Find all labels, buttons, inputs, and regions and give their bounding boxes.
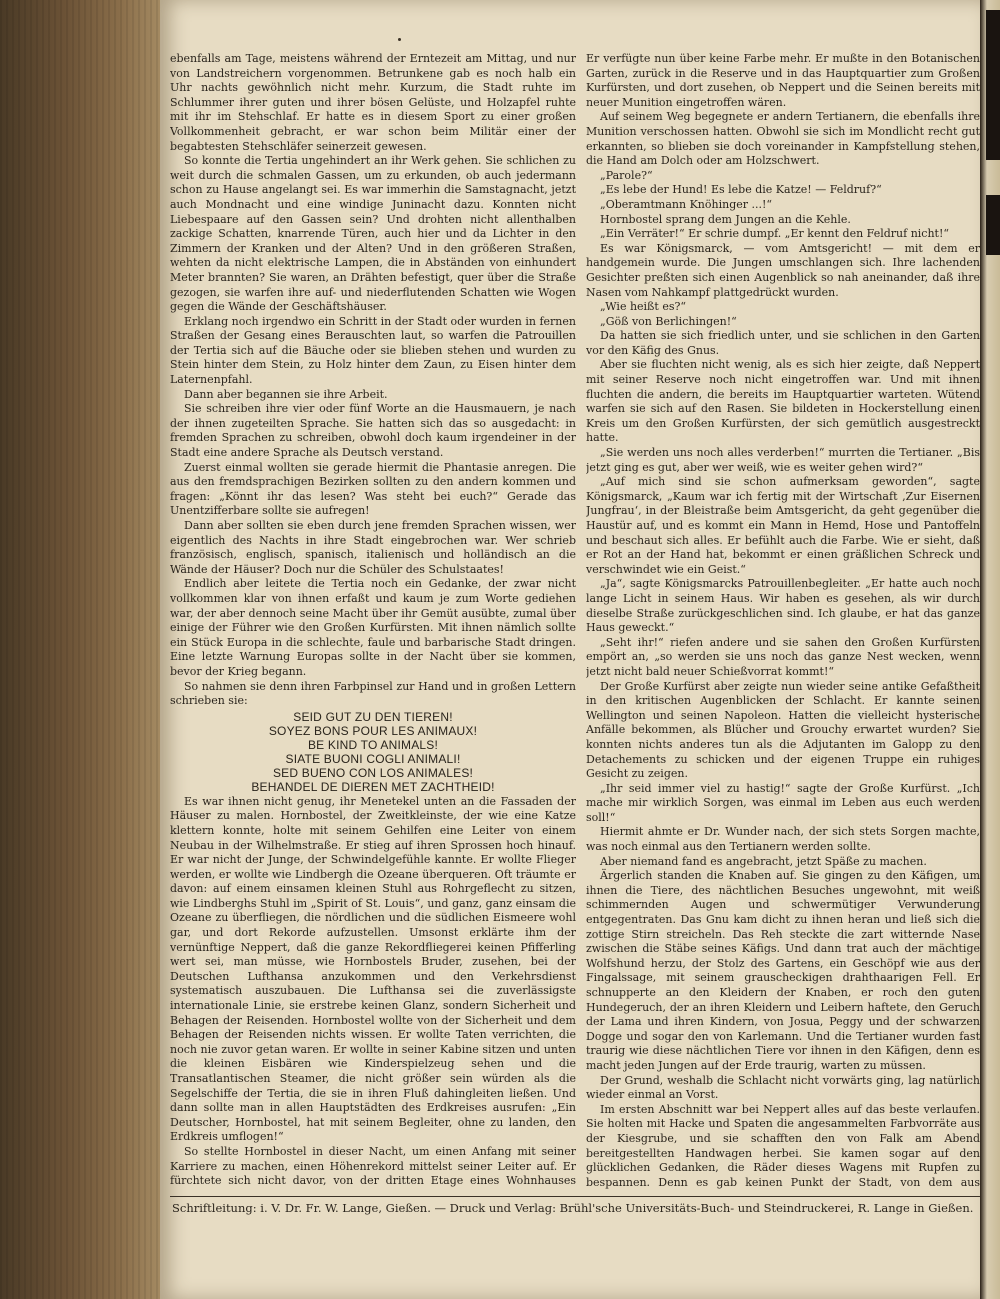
slogan-block [170,710,576,794]
right-column [586,52,980,1190]
footer-rule [170,1196,980,1197]
paragraph: „Ja“, sagte Königsmarcks Patrouillenbegleiter. „Er hatte auch noch lange Licht in seinem Haus. Wir haben es gesehen, als wir durch dieselbe Straße zurückgeschlichen sind. Ich glaube, er hat das ganze Haus geweckt.“ [586,577,980,635]
paragraph: „Oberamtmann Knöhinger ...!“ [600,197,773,211]
paragraph: Hiermit ahmte er Dr. Wunder nach, der sich stets Sorgen machte, was noch einmal aus den Tertianern werden sollte. [586,825,980,854]
left-column [170,52,576,1190]
paragraph: „Sie werden uns noch alles verderben!“ murrten die Tertianer. „Bis jetzt ging es gut, aber wer weiß, wie es weiter gehen wird?“ [586,446,980,474]
edge-dark-mark [986,195,1000,255]
slogan-italian: SIATE BUONI COGLI ANIMALI! [285,751,461,766]
paragraph: Der Grund, weshalb die Schlacht nicht vorwärts ging, lag natürlich wieder einmal an Vorst. [586,1073,980,1102]
paragraph: So nahmen sie denn ihren Farbpinsel zur Hand und in großen Lettern schrieben sie: [170,679,576,708]
paragraph: Hornbostel sprang dem Jungen an die Kehle. [600,212,851,226]
paragraph: „Es lebe der Hund! Es lebe die Katze! — Feldruf?“ [600,183,882,197]
print-speck [398,38,401,41]
paragraph: Ärgerlich standen die Knaben auf. Sie gingen zu den Käfigen, um ihnen die Tiere, des nächtlichen Besuches ungewohnt, mit weiß schimmernden Augen und schwermütiger Verwunderung entgegentraten. Das Gnu kam dicht zu ihnen heran und ließ sich die zottige Stirn streicheln. Das Reh steckte die zart witternde Nase zwischen die Stäbe seines Käfigs. Und dann trat auch der mächtige Wolfshund herzu, der Stolz des Gartens, ein Geschöpf wie aus der Fingalssage, mit seinem grauscheckigen drahthaarigen Fell. Er schnupperte an den Kleidern der Knaben, er roch den guten Hundegeruch, der an ihren Kleidern und Leibern haftete, den Geruch der Lama und ihren Kindern, von Josua, Peggy und der schwarzen Dogge und sogar den von Karlemann. Und die Tertianer wurden fast traurig wie diese nächtlichen Tiere vor ihnen in den Käfigen, denn es macht jeden Jungen auf der Erde traurig, warten zu müssen. [586,869,980,1072]
paragraph: Dann aber sollten sie eben durch jene fremden Sprachen wissen, wer eigentlich des Nachts in ihre Stadt eingebrochen war. Wer schrieb französisch, englisch, spanisch, italienisch und holländisch an die Wände der Häuser? Doch nur die Schüler des Schulstaates! [170,519,576,576]
paragraph: Es war ihnen nicht genug, ihr Menetekel unten an die Fassaden der Häuser zu malen. Hornbostel, der Zweitkleinste, der wie eine Katze klettern konnte, holte mit seinem Gehilfen eine Leiter von einem Neubau in der Wilhelmstraße. Er stieg auf ihren Sprossen hoch hinauf. Er war nicht der Junge, der Schwindelgefühle kannte. Er wollte Flieger werden, er wollte wie Lindbergh die Ozeane überqueren. Oft träumte er davon: auf einem einsamen kleinen Stuhl aus Rohrgeflecht zu sitzen, wie Lindberghs Stuhl im „Spirit of St. Louis“, und ganz, ganz einsam die Ozeane zu überfliegen, die nördlichen und die südlichen Eismeere wohl gar, und dort Rekorde aufzustellen. Umsonst erklärte ihm der vernünftige Neppert, daß die ganze Rekordfliegerei keinen Pfifferling wert sei, man müsse, wie Hornbostels Bruder, zusehen, bei der Deutschen Lufthansa anzukommen und den Verkehrsdienst systematisch auszubauen. Die Lufthansa sei die zuverlässigste internationale Linie, sie erstrebe keinen Glanz, sondern Sicherheit und Behagen der Reisenden. Hornbostel wollte von der Sicherheit und dem Behagen der Reisenden nichts wissen. Er wollte Taten verrichten, die noch nie zuvor getan waren. Er wollte in seiner Kabine sitzen und unten die kleinen Eisbären wie Kinderspielzeug sehen und die Transatlantischen Steamer, die nicht größer sein würden als die Segelschiffe der Tertia, die sie in ihren Fluß dahingleiten ließen. Und dann sollte man in allen Hauptstädten des Erdkreises ausrufen: „Ein Deutscher, Hornbostel, hat mit seinem Begleiter, ohne zu landen, den Erdkreis umflogen!“ [170,794,576,1144]
slogan-german: SEID GUT ZU DEN TIEREN! [293,709,453,724]
paragraph: Dann aber begannen sie ihre Arbeit. [184,387,388,401]
paragraph: „Seht ihr!“ riefen andere und sie sahen den Großen Kurfürsten empört an, „so werden sie uns noch das ganze Nest wecken, wenn jetzt nicht bald neuer Schießvorrat kommt!“ [586,635,980,678]
paragraph: Auf seinem Weg begegnete er andern Tertianern, die ebenfalls ihre Munition verschossen hatten. Obwohl sie sich im Mondlicht recht gut erkannten, so blieben sie doch voreinander in Kampfstellung stehen, die Hand am Dolch oder am Holzschwert. [586,110,980,168]
paragraph: Aber sie fluchten nicht wenig, als es sich hier zeigte, daß Neppert mit seiner Reserve noch nicht eingetroffen war. Und mit ihnen fluchten die andern, die bereits im Hauptquartier warteten. Wütend warfen sie sich auf den Rasen. Sie bildeten in Hockerstellung einen Kreis um den Großen Kurfürsten, der sich gemütlich ausgestreckt hatte. [586,358,980,445]
paragraph: Der Große Kurfürst aber zeigte nun wieder seine antike Gefaßtheit in den kritischen Augenblicken der Schlacht. Er kannte seinen Wellington und seinen Napoleon. Hatten die vielleicht hysterische Anfälle bekommen, als Blücher und Grouchy erwartet wurden? Sie konnten nichts anderes tun als die Adjutanten im Galopp zu den Detachements zu schicken und der eigenen Truppe ein ruhiges Gesicht zu zeigen. [586,679,980,781]
paragraph: Da hatten sie sich friedlich unter, und sie schlichen in den Garten vor den Käfig des Gnus. [586,329,980,357]
paragraph: Er verfügte nun über keine Farbe mehr. Er mußte in den Botanischen Garten, zurück in die Reserve und in das Hauptquartier zum Großen Kurfürsten, und dort zusehen, ob Neppert und die Seinen bereits mit neuer Munition eingetroffen wären. [586,52,980,109]
paragraph: Erklang noch irgendwo ein Schritt in der Stadt oder wurden in fernen Straßen der Gesang eines Berauschten laut, so warfen die Patrouillen der Tertia sich auf die Bäuche oder sie blieben stehen und wurden zu Stein hinter dem Stein, zu Holz hinter dem Zaun, zu Eisen hinter dem Laternenpfahl. [170,314,576,387]
paragraph: So konnte die Tertia ungehindert an ihr Werk gehen. Sie schlichen zu weit durch die schmalen Gassen, um zu erkunden, ob auch jedermann schon zu Hause angelangt sei. Es war immerhin die Samstagnacht, jetzt auch Mondnacht und eine windige Juninacht dazu. Konnten nicht Liebespaare auf den Gassen sein? Und drohten nicht allenthalben zackige Schatten, knarrende Türen, auch hier und da Lichter in den Zimmern der Kranken und der Alten? Und in den größeren Straßen, wehten da nicht elektrische Lampen, die in Abständen von einhundert Meter brannten? Sie waren, an Drähten befestigt, quer über die Straße gezogen, sie warfen ihre auf- und niederflutenden Schatten wie Wogen gegen die Wände der Geschäftshäuser. [170,154,576,314]
slogan-french: SOYEZ BONS POUR LES ANIMAUX! [268,723,478,738]
slogan-english: BE KIND TO ANIMALS! [307,737,439,752]
paragraph: „Auf mich sind sie schon aufmerksam geworden“, sagte Königsmarck, „Kaum war ich fertig mit der Wirtschaft ‚Zur Eisernen Jungfrau‘, in der Bleistraße beim Amtsgericht, da geht gegenüber die Haustür auf, und es kommt ein Mann in Hemd, Hose und Pantoffeln und beschaut sich alles. Er befühlt auch die Farbe. Wie er sieht, daß er Rot an der Hand hat, bekommt er einen gräßlichen Schreck und verschwindet wie ein Geist.“ [586,475,980,576]
slogan-dutch: BEHANDEL DE DIEREN MET ZACHTHEID! [251,779,495,794]
paragraph: So stellte Hornbostel in dieser Nacht, um einen Anfang mit seiner Karriere zu machen, einen Höhenrekord mittelst seiner Leiter auf. Er fürchtete sich nicht davor, von der dritten Etage eines Wohnhauses [170,1144,576,1188]
paragraph: „Wie heißt es?“ [600,300,686,314]
paragraph: Es war Königsmarck, — vom Amtsgericht! — mit dem er handgemein wurde. Die Jungen umschlangen sich. Ihre lachenden Gesichter preßten sich einen Augenblick so nah aneinander, daß ihre Nasen vom Nahkampf plattgedrückt wurden. [586,241,980,299]
imprint-footer: Schriftleitung: i. V. Dr. Fr. W. Lange, Gießen. — Druck und Verlag: Brühl'sche Universitäts-Buch- und Steindruckerei, R. Lange in Gießen. [172,1201,974,1215]
edge-dark-mark [986,10,1000,160]
page-edge [980,0,1000,1299]
paragraph: „Parole?“ [600,168,653,182]
paragraph: Endlich aber leitete die Tertia noch ein Gedanke, der zwar nicht vollkommen klar von ihnen erfaßt und kaum je zum Worte gediehen war, der aber dennoch seine Macht über ihr Gemüt ausübte, zumal über einige der Führer wie den Großen Kurfürsten. Mit ihnen nämlich sollte ein Stück Europa in die schlechte, faule und barbarische Stadt dringen. Eine letzte Warnung Europas sollte in der Nacht über sie kommen, bevor der Krieg begann. [170,577,576,678]
paragraph: „Ihr seid immer viel zu hastig!“ sagte der Große Kurfürst. „Ich mache mir wirklich Sorgen, was einmal im Leben aus euch werden soll!“ [586,781,980,824]
slogan-spanish: SED BUENO CON LOS ANIMALES! [272,765,474,780]
spine-texture [0,0,160,1299]
paragraph: Im ersten Abschnitt war bei Neppert alles auf das beste verlaufen. Sie holten mit Hacke und Spaten die angesammelten Farbvorräte aus der Kiesgrube, und sie schafften den von Falk am Abend bereitgestellten Handwagen herbei. Sie kamen sogar auf den glücklichen Gedanken, die Räder dieses Wagens mit Rupfen zu bespannen. Denn es gab keinen Punkt der Stadt, von dem aus [586,1102,980,1189]
paragraph: ebenfalls am Tage, meistens während der Erntezeit am Mittag, und nur von Landstreichern vorgenommen. Betrunkene gab es noch halb ein Uhr nachts gewöhnlich nicht mehr. Kurzum, die Stadt ruhte im Schlummer ihrer guten und ihrer bösen Gelüste, und Holzapfel ruhte mit ihr im Stehschlaf. Er hatte es in diesem Sport zu einer großen Vollkommenheit gebracht, er war schon beim Militär einer der begabtesten Stehschläfer seinerzeit gewesen. [170,52,576,153]
paragraph: Sie schreiben ihre vier oder fünf Worte an die Hausmauern, je nach der ihnen zugeteilten Sprache. Sie hatten sich das so ausgedacht: in fremden Sprachen zu schreiben, obwohl doch kaum irgendeiner in der Stadt eine andere Sprache als Deutsch verstand. [170,402,576,460]
paragraph: Zuerst einmal wollten sie gerade hiermit die Phantasie anregen. Die aus den fremdsprachigen Bezirken sollten zu den andern kommen und fragen: „Könnt ihr das lesen? Was steht bei euch?“ Gerade das Unentzifferbare sollte sie aufregen! [170,460,576,518]
paragraph: Aber niemand fand es angebracht, jetzt Späße zu machen. [600,854,927,868]
paragraph: „Ein Verräter!“ Er schrie dumpf. „Er kennt den Feldruf nicht!“ [600,227,950,241]
paragraph: „Göß von Berlichingen!“ [600,314,737,328]
